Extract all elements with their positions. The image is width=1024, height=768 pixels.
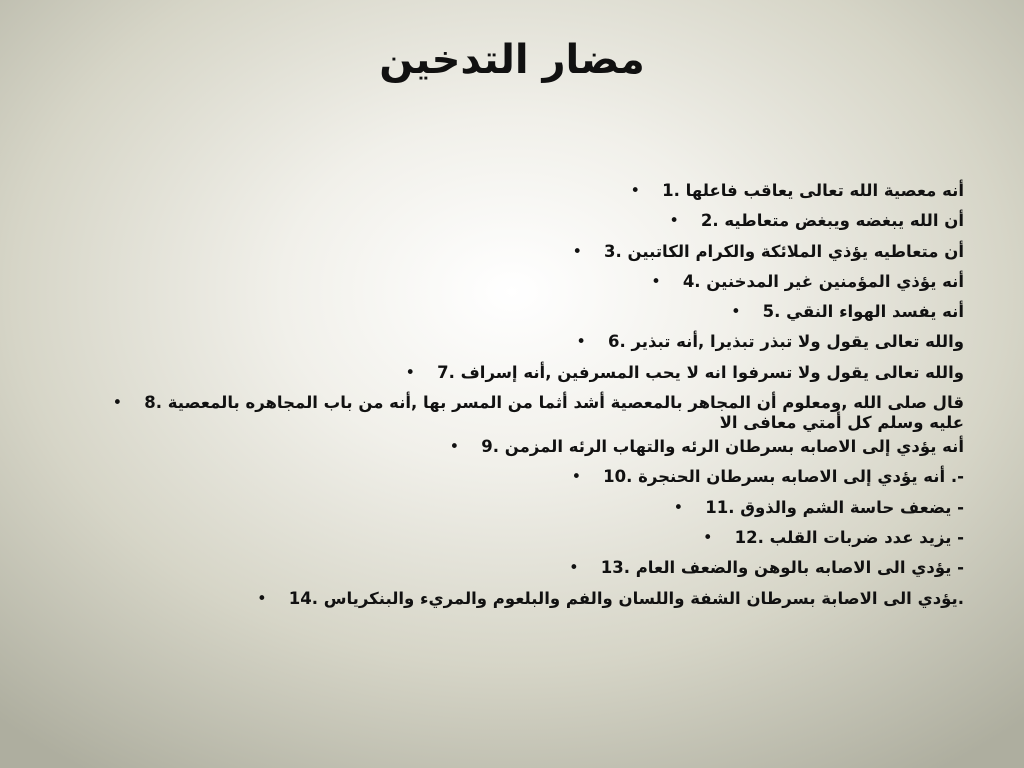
bullet-text: أنه يؤدي إلى الاصابه بسرطان الرئه والتهاب الرئه المزمن .9 bbox=[481, 437, 964, 457]
bullet-icon: • bbox=[112, 393, 123, 413]
bullet-icon: • bbox=[576, 332, 586, 352]
bullet-text: أنه يؤذي المؤمنين غير المدخنين .4 bbox=[682, 271, 964, 291]
bullet-item-8 bbox=[84, 392, 964, 432]
bullet-item-1 bbox=[84, 180, 964, 201]
bullet-text-continuation: عليه وسلم كل أمتي معافى الا bbox=[719, 413, 964, 433]
bullet-item-14 bbox=[84, 588, 964, 609]
bullet-icon: • bbox=[569, 558, 579, 578]
bullet-icon: • bbox=[572, 241, 583, 261]
bullet-item-10 bbox=[84, 466, 964, 487]
bullet-item-4 bbox=[84, 271, 964, 292]
bullet-item-9 bbox=[84, 436, 964, 457]
bullet-item-2 bbox=[84, 210, 964, 231]
bullet-text: قال صلى الله ,ومعلوم أن المجاهر بالمعصية أشد أثما من المسر بها ,أنه من باب المجاهره بالمعصية .8 bbox=[144, 393, 964, 413]
bullet-text: والله تعالى يقول ولا تسرفوا انه لا يحب المسرفين ,أنه إسراف .7 bbox=[437, 362, 964, 382]
bullet-icon: • bbox=[405, 362, 416, 382]
bullet-item-12 bbox=[84, 527, 964, 548]
bullet-list bbox=[84, 180, 964, 609]
bullet-text: أنه يفسد الهواء النقي .5 bbox=[762, 302, 964, 322]
bullet-text: أنه معصية الله تعالى يعاقب فاعلها .1 bbox=[662, 181, 964, 200]
bullet-icon: • bbox=[673, 497, 684, 517]
bullet-text: -. أنه يؤدي إلى الاصابه بسرطان الحنجرة .10 bbox=[603, 467, 964, 487]
bullet-icon: • bbox=[630, 181, 641, 200]
bullet-item-6 bbox=[84, 331, 964, 352]
bullet-text: - يضعف حاسة الشم والذوق .11 bbox=[705, 497, 964, 517]
bullet-icon: • bbox=[669, 211, 679, 231]
bullet-icon: • bbox=[651, 271, 661, 291]
bullet-item-13 bbox=[84, 557, 964, 578]
bullet-text: والله تعالى يقول ولا تبذر تبذيرا ,أنه تبذير .6 bbox=[607, 332, 964, 352]
bullet-text: أن متعاطيه يؤذي الملائكة والكرام الكاتبين .3 bbox=[604, 241, 964, 261]
bullet-text: - يزيد عدد ضربات القلب .12 bbox=[734, 527, 964, 547]
bullet-text: - يؤدي الى الاصابه بالوهن والضعف العام .13 bbox=[600, 558, 964, 578]
bullet-icon: • bbox=[449, 437, 460, 457]
bullet-item-5 bbox=[84, 301, 964, 322]
bullet-item-7 bbox=[84, 362, 964, 383]
slide-title: مضار التدخين bbox=[379, 37, 645, 83]
bullet-icon: • bbox=[730, 302, 741, 322]
bullet-icon: • bbox=[257, 588, 267, 608]
slide-content bbox=[84, 180, 964, 618]
bullet-icon: • bbox=[571, 467, 582, 487]
bullet-item-3 bbox=[84, 241, 964, 262]
bullet-icon: • bbox=[702, 527, 713, 547]
bullet-text: .يؤدي الى الاصابة بسرطان الشفة واللسان والفم والبلعوم والمريء والبنكرياس .14 bbox=[288, 588, 964, 608]
bullet-item-11 bbox=[84, 497, 964, 518]
bullet-text: أن الله يبغضه ويبغض متعاطيه .2 bbox=[700, 211, 964, 231]
